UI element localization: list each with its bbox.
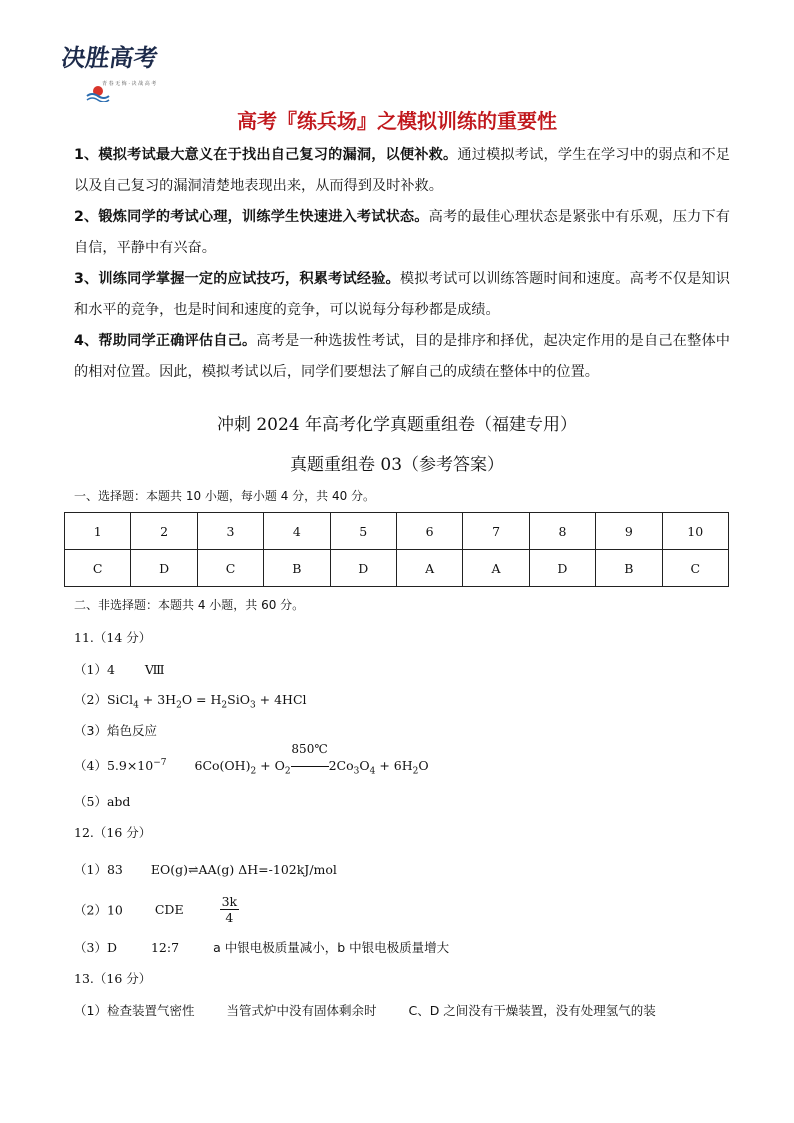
reaction-arrow — [291, 742, 329, 773]
q12-a2-value: CDE — [154, 902, 184, 917]
paragraph-2-text: 高考的最佳心理状态是紧张中有乐观，压力下有自信，平静中有兴奋。 — [74, 209, 730, 256]
q13-a1-b: 当管式炉中没有固体剩余时 — [226, 1003, 377, 1018]
paragraph-4-text: 高考是一种选拔性考试，目的是排序和择优，起决定作用的是自己在整体中的相对位置。因此，模拟考试以后，同学们要想法了解自己的成绩在整体中的位置。 — [74, 333, 730, 380]
page-title: 高考『练兵场』之模拟训练的重要性 — [237, 109, 557, 133]
q11-a4-value: 5.9×10 — [106, 758, 154, 773]
exam-subtitle: 真题重组卷 03（参考答案） — [289, 455, 505, 475]
table-cell: 4 — [264, 513, 330, 550]
table-cell: B — [596, 550, 662, 587]
q12-a3-label: （3）D — [74, 940, 117, 955]
logo — [58, 30, 170, 110]
paragraph-2-bold: 2、锻炼同学的考试心理，训练学生快速进入考试状态。 — [74, 209, 429, 225]
table-cell: 8 — [529, 513, 595, 550]
paragraph-3-text: 模拟考试可以训练答题时间和速度。高考不仅是知识和水平的竞争，也是时间和速度的竞争，可以说每分每秒都是成绩。 — [74, 271, 730, 318]
table-cell: 6 — [396, 513, 462, 550]
q12-a1-equation: EO(g)⇌AA(g) ΔH=-102kJ/mol — [150, 862, 337, 877]
q11-answer-2 — [74, 690, 307, 711]
q11-a4-equation-rhs: $2Co_3O_4 + 6H_2O$ — [328, 758, 429, 777]
q13-answer-1 — [74, 1001, 656, 1019]
paragraph-4 — [74, 326, 730, 388]
q11-header: 11.（14 分） — [74, 630, 152, 645]
section-1-heading: 一、选择题：本题共 10 小题，每小题 4 分，共 40 分。 — [74, 489, 376, 503]
fraction-denominator: 4 — [225, 910, 234, 925]
table-row-numbers — [65, 513, 729, 550]
q11-answer-5: （5）abd — [74, 794, 131, 809]
q13-a1-label: （1）检查装置气密性 — [74, 1003, 195, 1018]
q11-a2-label: （2） — [74, 692, 107, 707]
q12-answer-3 — [74, 938, 449, 956]
q11-a4-exponent: −7 — [153, 757, 167, 768]
table-cell: 3 — [197, 513, 263, 550]
table-cell: 7 — [463, 513, 529, 550]
reaction-condition: 850℃ — [291, 742, 328, 756]
paragraph-3-bold: 3、训练同学掌握一定的应试技巧，积累考试经验。 — [74, 271, 400, 287]
table-cell: A — [463, 550, 529, 587]
q11-a4-label: （4） — [74, 758, 107, 773]
q11-a2-equation: SiCl$_4$ + $3H_2O = H_2SiO_3 + 4HCl$ — [106, 692, 307, 711]
table-cell: 2 — [131, 513, 197, 550]
q11-a4-equation-lhs: $6Co(OH)_2 + O_2$ — [194, 758, 291, 777]
table-cell: C — [197, 550, 263, 587]
q12-a3-text: a 中银电极质量减小，b 中银电极质量增大 — [213, 940, 450, 955]
table-cell: C — [662, 550, 728, 587]
q13-a1-c: C、D 之间没有干燥装置，没有处理氢气的装 — [408, 1003, 656, 1018]
paragraph-2 — [74, 202, 730, 264]
q11-a1-label: （1）4 — [74, 662, 115, 677]
table-row-answers — [65, 550, 729, 587]
table-cell: D — [131, 550, 197, 587]
q12-a3-ratio: 12:7 — [150, 940, 180, 955]
q11-answer-3: （3）焰色反应 — [74, 723, 157, 738]
q12-header: 12.（16 分） — [74, 825, 152, 840]
section-2-heading: 二、非选择题：本题共 4 小题，共 60 分。 — [74, 598, 305, 612]
logo-text: 决胜高考 — [59, 44, 160, 72]
exam-title: 冲刺 2024 年高考化学真题重组卷（福建专用） — [216, 415, 578, 435]
fraction-numerator: 3k — [221, 894, 238, 909]
paragraph-1 — [74, 140, 730, 202]
q13-header: 13.（16 分） — [74, 971, 152, 986]
table-cell: 1 — [65, 513, 131, 550]
table-cell: D — [330, 550, 396, 587]
table-cell: B — [264, 550, 330, 587]
q12-answer-2 — [74, 894, 239, 925]
q12-a2-fraction — [220, 894, 240, 925]
table-cell: 5 — [330, 513, 396, 550]
paragraph-3 — [74, 264, 730, 326]
q12-a2-label: （2）10 — [74, 902, 123, 918]
logo-subtitle: 青 春 无 悔 · 决 战 高 考 — [102, 81, 157, 87]
q11-answer-4 — [74, 742, 429, 777]
q11-answer-1 — [74, 660, 165, 678]
paragraph-1-text: 通过模拟考试，学生在学习中的弱点和不足以及自己复习的漏洞清楚地表现出来，从而得到及时补救。 — [74, 147, 730, 194]
q11-a1-value: Ⅷ — [144, 662, 165, 677]
table-cell: C — [65, 550, 131, 587]
q12-a1-label: （1）83 — [74, 862, 123, 877]
paragraph-1-bold: 1、模拟考试最大意义在于找出自己复习的漏洞，以便补救。 — [74, 147, 458, 163]
table-cell: D — [529, 550, 595, 587]
paragraph-4-bold: 4、帮助同学正确评估自己。 — [74, 333, 257, 349]
q12-answer-1 — [74, 860, 337, 878]
table-cell: 10 — [662, 513, 728, 550]
table-cell: 9 — [596, 513, 662, 550]
answer-table — [64, 512, 729, 587]
table-cell: A — [396, 550, 462, 587]
